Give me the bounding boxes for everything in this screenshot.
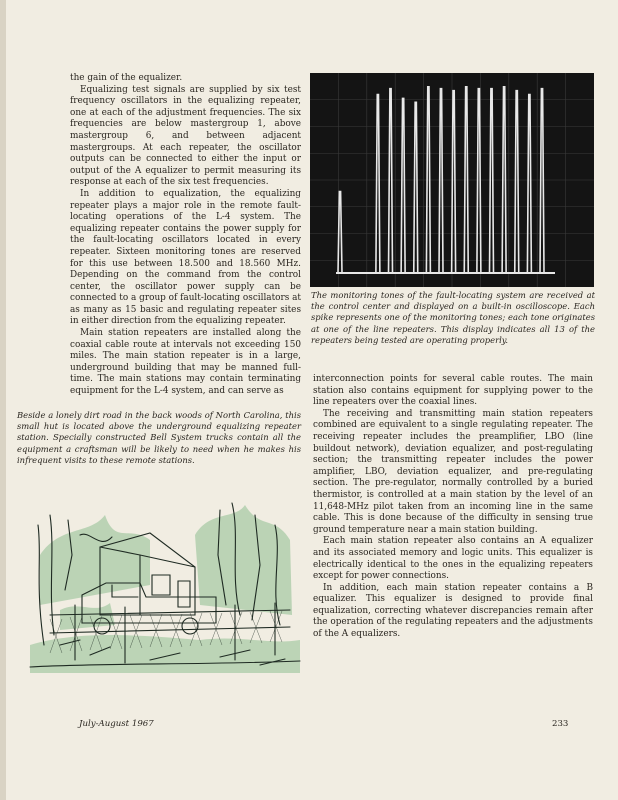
oscilloscope-photo: [310, 73, 594, 287]
issue-date: July-August 1967: [79, 719, 154, 729]
hut-truck-illustration: [20, 495, 302, 673]
page-number: 233: [552, 719, 569, 729]
paragraph: In addition, each main station repeater contains a B equalizer. This equalizer is designed to provide final equalization, correcting whatever discrepancies remain after the operation of the regulating repeaters and the adjustments of the A equalizers.: [313, 582, 593, 640]
paragraph: interconnection points for several cable routes. The main station also contains equipment for supplying power to the line repeaters over the coaxial lines.: [313, 374, 593, 408]
paragraph: Each main station repeater also contains an A equalizer and its associated memory and logic units. This equalizer is electrically identical to the ones in the equalizing repeaters except for power connections.: [313, 536, 593, 582]
paragraph: Main station repeaters are installed along the coaxial cable route at intervals not exceeding 150 miles. The main station repeater is in a large, underground building that may be manned full-time. The main stations may contain terminating equipment for the L-4 system, and can serve as: [70, 328, 301, 397]
green-wash: [30, 505, 300, 673]
hut-caption: Beside a lonely dirt road in the back woods of North Carolina, this small hut is located above the underground equalizing repeater station. Specially constructed Bell System trucks contain all the equipment a craftsman will be likely to need when he makes his infrequent visits to these remote stations.: [17, 410, 301, 465]
right-column-text: [313, 374, 593, 641]
sketch-drawing: [20, 495, 302, 673]
paragraph: the gain of the equalizer.: [70, 73, 183, 83]
oscilloscope-caption: The monitoring tones of the fault-locating system are received at the control center and displayed on a built-in oscilloscope. Each spike represents one of the monitoring tones; each tone originates at one of the line repeaters. This display indicates all 13 of the repeaters being tested are operating properly.: [311, 290, 595, 345]
paragraph: In addition to equalization, the equalizing repeater plays a major role in the remote fault-locating operations of the L-4 system. The equalizing repeater contains the power supply for the fault-locating oscillators located in every repeater. Sixteen monitoring tones are reserved for this use between 18.500 and 18.560 MHz. Depending on the command from the control center, the oscillator power supply can be connected to a group of fault-locating oscillators at as many as 15 basic and regulating repeater sites in either direction from the equalizing repeater.: [70, 188, 301, 327]
paragraph: The receiving and transmitting main station repeaters combined are equivalent to a single regulating repeater. The receiving repeater includes the preamplifier, LBO (line buildout network), deviation equalizer, and post-regulating section; the transmitting repeater includes the power amplifier, LBO, deviation equalizer, and pre-regulating section. The pre-regulator, normally controlled by a buried thermistor, is controlled at a main station by the level of an 11,648-MHz pilot taken from an incoming line in the same cable. This is done because of the difficulty in sensing true ground temperature near a main station building.: [313, 408, 593, 535]
binding-edge: [0, 0, 6, 800]
oscilloscope-display: [310, 73, 594, 287]
left-column-text: [70, 73, 301, 398]
paragraph: Equalizing test signals are supplied by six test frequency oscillators in the equalizing repeater, one at each of the adjustment frequencies. The six frequencies are below mastergroup 1, above mastergroup 6, and between adjacent mastergroups. At each repeater, the oscillator outputs can be connected to either the input or output of the A equalizer to permit measuring its response at each of the six test frequencies.: [70, 84, 301, 188]
